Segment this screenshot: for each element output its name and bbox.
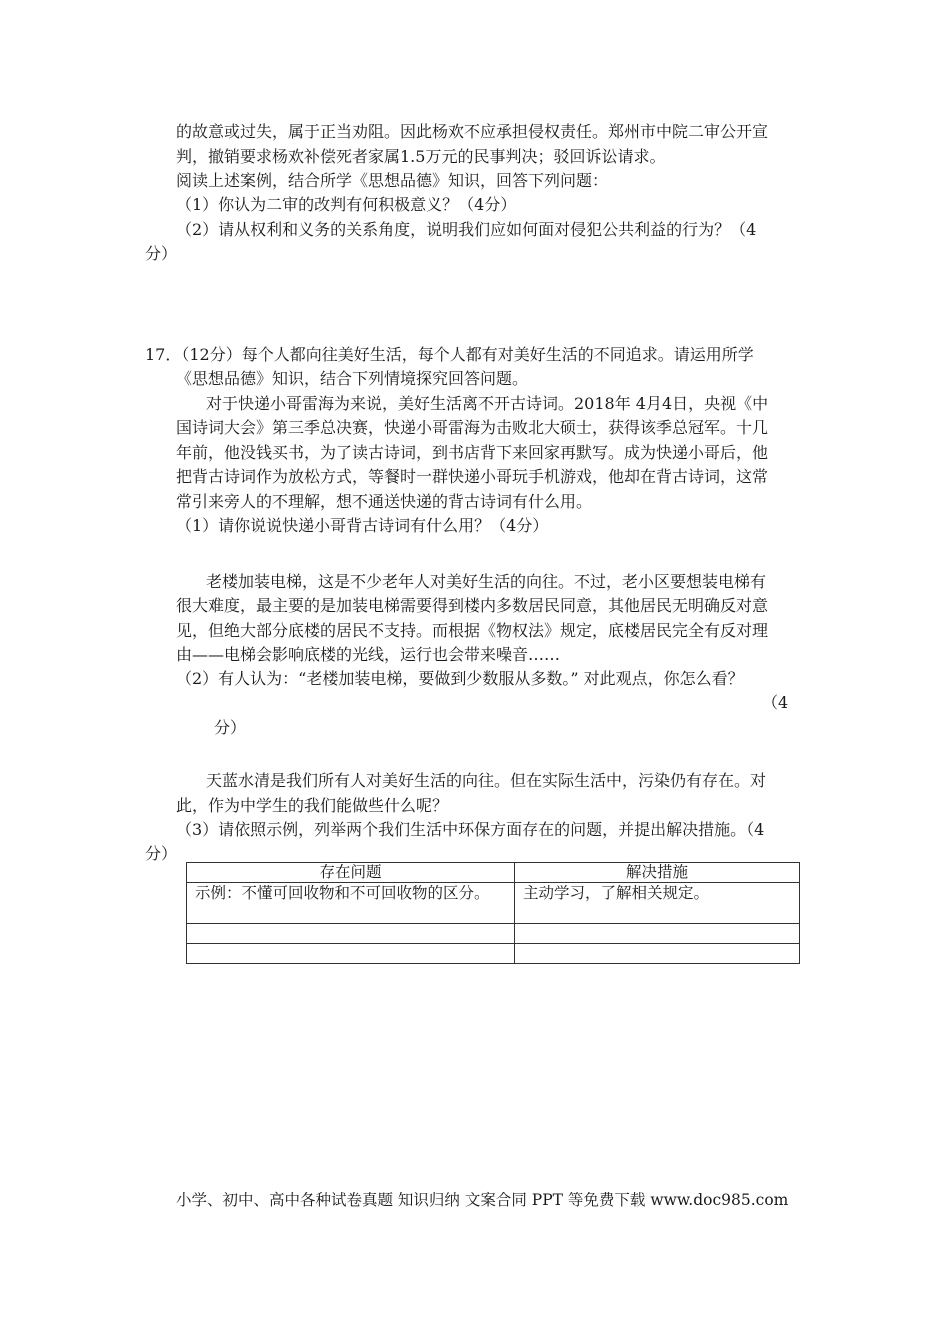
question-17-2-score-open: （4	[762, 693, 789, 712]
table-row-blank-2	[187, 944, 800, 964]
case-text-line-1: 的故意或过失，属于正当劝阻。因此杨欢不应承担侵权责任。郑州市中院二审公开宣	[176, 122, 769, 141]
scenario-1-line-3: 年前，他没钱买书，为了读古诗词，到书店背下来回家再默写。成为快递小哥后，他	[176, 443, 769, 462]
question-16-1: （1）你认为二审的改判有何积极意义？（4分）	[176, 195, 517, 214]
question-17-1: （1）请你说说快递小哥背古诗词有什么用？（4分）	[176, 516, 549, 535]
scenario-1-line-4: 把背古诗词作为放松方式，等餐时一群快递小哥玩手机游戏，他却在背古诗词，这常	[176, 467, 769, 486]
page-footer: 小学、初中、高中各种试卷真题 知识归纳 文案合同 PPT 等免费下载 www.doc985.com	[176, 1191, 789, 1209]
table-row-example	[187, 883, 800, 924]
question-17-3-score: 分）	[145, 844, 178, 863]
table-cell-blank[interactable]	[187, 944, 515, 964]
scenario-2-line-3: 见，但绝大部分底楼的居民不支持。而根据《物权法》规定，底楼居民完全有反对理	[176, 621, 769, 640]
scenario-2-line-2: 很大难度，最主要的是加装电梯需要得到楼内多数居民同意，其他居民无明确反对意	[176, 596, 769, 615]
table-cell-blank[interactable]	[187, 924, 515, 944]
scenario-1-line-1: 对于快递小哥雷海为来说，美好生活离不开古诗词。2018年 4月4日，央视《中	[206, 394, 769, 413]
question-17-2-score-close: 分）	[214, 718, 247, 737]
scenario-2-line-1: 老楼加装电梯，这是不少老年人对美好生活的向往。不过，老小区要想装电梯有	[206, 572, 767, 591]
scenario-2-line-4: 由——电梯会影响底楼的光线，运行也会带来噪音……	[176, 645, 561, 664]
scenario-3-line-2: 此，作为中学生的我们能做些什么呢？	[176, 796, 449, 815]
scenario-1-line-5: 常引来旁人的不理解，想不通送快递的背古诗词有什么用。	[176, 492, 593, 511]
table-cell-blank[interactable]	[515, 944, 800, 964]
question-16-2: （2）请从权利和义务的关系角度，说明我们应如何面对侵犯公共利益的行为？（4	[176, 220, 757, 239]
table-cell-blank[interactable]	[515, 924, 800, 944]
table-cell-example-solution: 主动学习，了解相关规定。	[515, 883, 800, 924]
question-17-2: （2）有人认为：“老楼加装电梯，要做到少数服从多数。” 对此观点，你怎么看？	[176, 669, 744, 688]
question-17-3: （3）请依照示例，列举两个我们生活中环保方面存在的问题，并提出解决措施。（4	[176, 820, 765, 839]
table-header-problem: 存在问题	[187, 863, 515, 883]
question-17-heading-cont: 《思想品德》知识，结合下列情境探究回答问题。	[176, 369, 529, 388]
case-text-line-2: 判，撤销要求杨欢补偿死者家属1.5万元的民事判决；驳回诉讼请求。	[176, 147, 666, 166]
question-17-heading: 17．（12分）每个人都向往美好生活，每个人都有对美好生活的不同追求。请运用所学	[145, 345, 754, 364]
scenario-3-line-1: 天蓝水清是我们所有人对美好生活的向往。但在实际生活中，污染仍有存在。对	[206, 771, 767, 790]
table-cell-example-problem: 示例：不懂可回收物和不可回收物的区分。	[187, 883, 515, 924]
instruction-line: 阅读上述案例，结合所学《思想品德》知识，回答下列问题：	[176, 171, 609, 190]
scenario-1-line-2: 国诗词大会》第三季总决赛，快递小哥雷海为击败北大硕士，获得该季总冠军。十几	[176, 418, 769, 437]
question-16-2-score: 分）	[145, 244, 178, 263]
answer-table	[186, 862, 800, 964]
table-row-blank-1	[187, 924, 800, 944]
table-header-solution: 解决措施	[515, 863, 800, 883]
table-header-row	[187, 863, 800, 883]
